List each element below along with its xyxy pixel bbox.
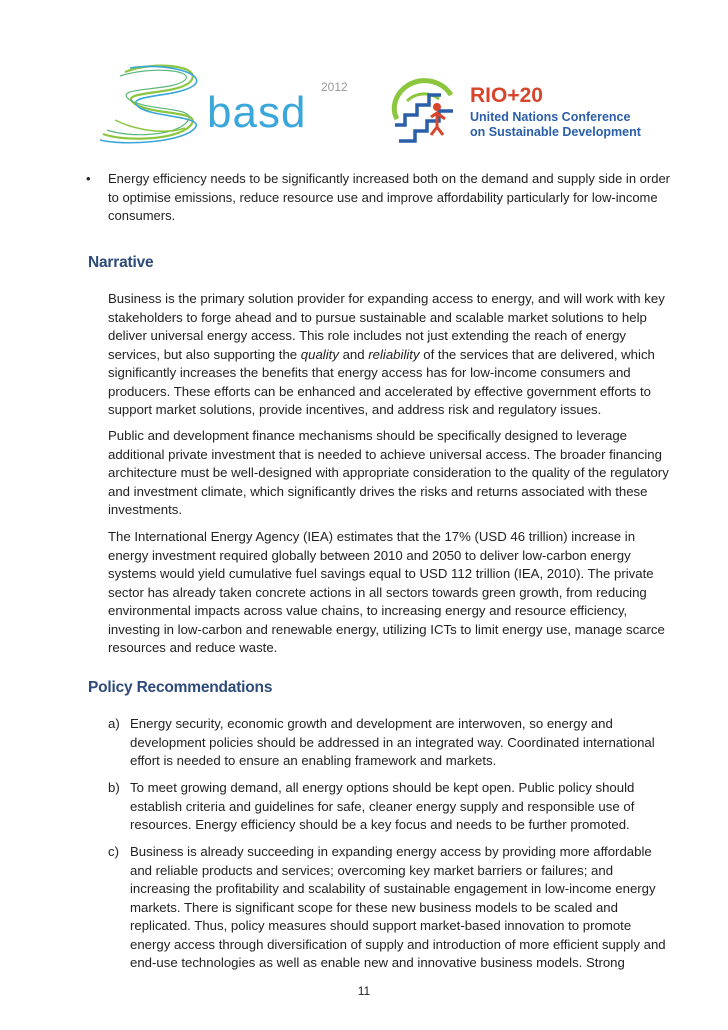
- bullet-icon: •: [86, 171, 91, 186]
- basd-year: 2012: [321, 80, 348, 94]
- basd-logo: [95, 60, 355, 150]
- bullet-text: Energy efficiency needs to be significantly increased both on the demand and supply side in order to optimise emissions, reduce resource use and improve affordability particularly for low-income consumers.: [108, 171, 671, 223]
- basd-wordmark: basd: [207, 88, 307, 137]
- list-marker: a): [108, 716, 120, 731]
- list-item: [88, 170, 673, 226]
- policy-item-a: [108, 715, 671, 771]
- p1-text-c: of the services that are delivered, which significantly increases the benefits that energy access has for low-income consumers and producers. These efforts can be enhanced and accelerated by effective government efforts to support market solutions, provide incentives, and address risk and regulatory issues.: [108, 346, 655, 417]
- p1-emphasis-reliability: reliability: [368, 346, 420, 362]
- page-number: 11: [357, 984, 371, 998]
- p1-text-b: and: [338, 346, 369, 362]
- narrative-paragraph-3: The International Energy Agency (IEA) estimates that the 17% (USD 46 trillion) increase in energy investment required globally between 2010 and 2050 to deliver low-carbon energy systems would yield cumulative fuel savings equal to USD 112 trillion (IEA, 2010). The private sector has already taken concrete actions in all sectors towards green growth, from reducing environmental impacts across value chains, to increasing energy and resource efficiency, investing in low-carbon and renewable energy, utilizing ICTs to limit energy use, manage scarce resources and reduce waste.: [108, 529, 665, 655]
- list-item-text: Business is already succeeding in expanding energy access by providing more affordable and reliable products and services; overcoming key market barriers or failures; and increasing the profitability and scalability of sustainable engagement in low-income energy markets. There is significant scope for these new business models to be scaled and replicated. Thus, policy measures should support market-based innovation to promote energy access through diversification of supply and introduction of more efficient supply and end-use technologies as well as enable new and innovative business models. Strong: [130, 844, 666, 970]
- p1-emphasis-quality: quality: [300, 346, 339, 362]
- policy-item-b: [108, 779, 671, 835]
- list-item-text: Energy security, economic growth and development are interwoven, so energy and development policies should be addressed in an integrated way. Coordinated international effort is needed to ensure an enabling framework and markets.: [130, 716, 655, 768]
- intro-bullet-list: [88, 170, 673, 226]
- policy-heading: Policy Recommendations: [88, 679, 273, 696]
- list-marker: b): [108, 780, 120, 795]
- list-item-text: To meet growing demand, all energy options should be kept open. Public policy should establish criteria and guidelines for safe, cleaner energy supply and responsible use of resources. Energy efficiency should be a key focus and needs to be further promoted.: [130, 780, 635, 832]
- narrative-paragraph-1: [108, 290, 671, 420]
- page-header: [0, 0, 728, 150]
- rio20-line1: United Nations Conference: [470, 110, 631, 124]
- policy-item-c: [108, 843, 671, 973]
- rio20-line2: on Sustainable Development: [470, 125, 641, 139]
- list-marker: c): [108, 844, 119, 859]
- rio20-title: RIO+20: [470, 84, 543, 107]
- narrative-paragraph-2: Public and development finance mechanisms should be specifically designed to leverage additional private investment that is needed to achieve universal access. The broader financing architecture must be well-designed with appropriate consideration to the quality of the regulatory and investment climate, which significantly drives the risks and returns associated with these investments.: [108, 428, 669, 517]
- rio20-emblem-icon: [385, 75, 465, 150]
- narrative-heading: Narrative: [88, 254, 154, 271]
- rio20-logo: [385, 75, 645, 150]
- p1-text-a: Business is the primary solution provider for expanding access to energy, and will work with key stakeholders to forge ahead and to pursue sustainable and scalable market solutions to help deliver universal energy access. This role includes not just extending the reach of energy services, but also supporting the: [108, 291, 665, 362]
